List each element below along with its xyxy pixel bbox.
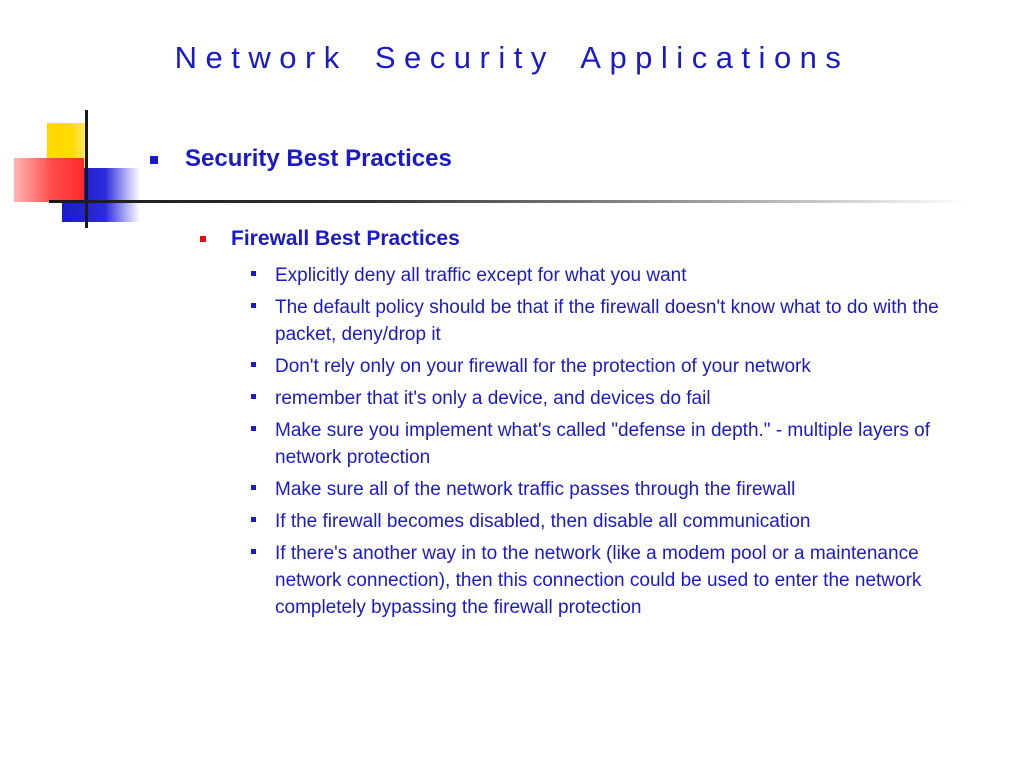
bullet-list <box>251 262 981 626</box>
square-bullet-icon <box>251 394 256 399</box>
square-bullet-icon <box>251 362 256 367</box>
list-item <box>251 294 981 348</box>
square-bullet-icon <box>200 236 206 242</box>
list-item-text: Make sure all of the network traffic passes through the firewall <box>275 479 796 500</box>
square-bullet-icon <box>251 517 256 522</box>
list-item <box>251 262 981 289</box>
list-item-text: If there's another way in to the network (like a modem pool or a maintenance network connection), then this connection could be used to enter the network completely bypassing the firewall protection <box>275 543 922 618</box>
list-item-text: If the firewall becomes disabled, then disable all communication <box>275 511 811 532</box>
square-bullet-icon <box>251 271 256 276</box>
list-item <box>251 476 981 503</box>
slide-title: Network Security Applications <box>174 40 850 75</box>
list-item-text: remember that it's only a device, and devices do fail <box>275 388 711 409</box>
logo-red-square <box>14 158 84 202</box>
list-item <box>251 417 981 471</box>
square-bullet-icon <box>251 426 256 431</box>
title-divider-line <box>49 200 969 203</box>
list-item-text: Explicitly deny all traffic except for what you want <box>275 265 687 286</box>
square-bullet-icon <box>150 156 158 164</box>
square-bullet-icon <box>251 303 256 308</box>
list-item <box>251 540 981 621</box>
square-bullet-icon <box>251 549 256 554</box>
square-bullet-icon <box>251 485 256 490</box>
heading-bullet <box>150 144 452 174</box>
logo-vertical-line <box>85 110 88 228</box>
subheading-bullet <box>200 226 460 252</box>
list-item-text: Make sure you implement what's called "defense in depth." - multiple layers of network protection <box>275 420 930 468</box>
list-item <box>251 385 981 412</box>
subsection-heading: Firewall Best Practices <box>231 227 460 250</box>
list-item-text: The default policy should be that if the firewall doesn't know what to do with the packet, deny/drop it <box>275 297 939 345</box>
list-item-text: Don't rely only on your firewall for the protection of your network <box>275 356 811 377</box>
list-item <box>251 353 981 380</box>
section-heading: Security Best Practices <box>185 145 452 172</box>
list-item <box>251 508 981 535</box>
